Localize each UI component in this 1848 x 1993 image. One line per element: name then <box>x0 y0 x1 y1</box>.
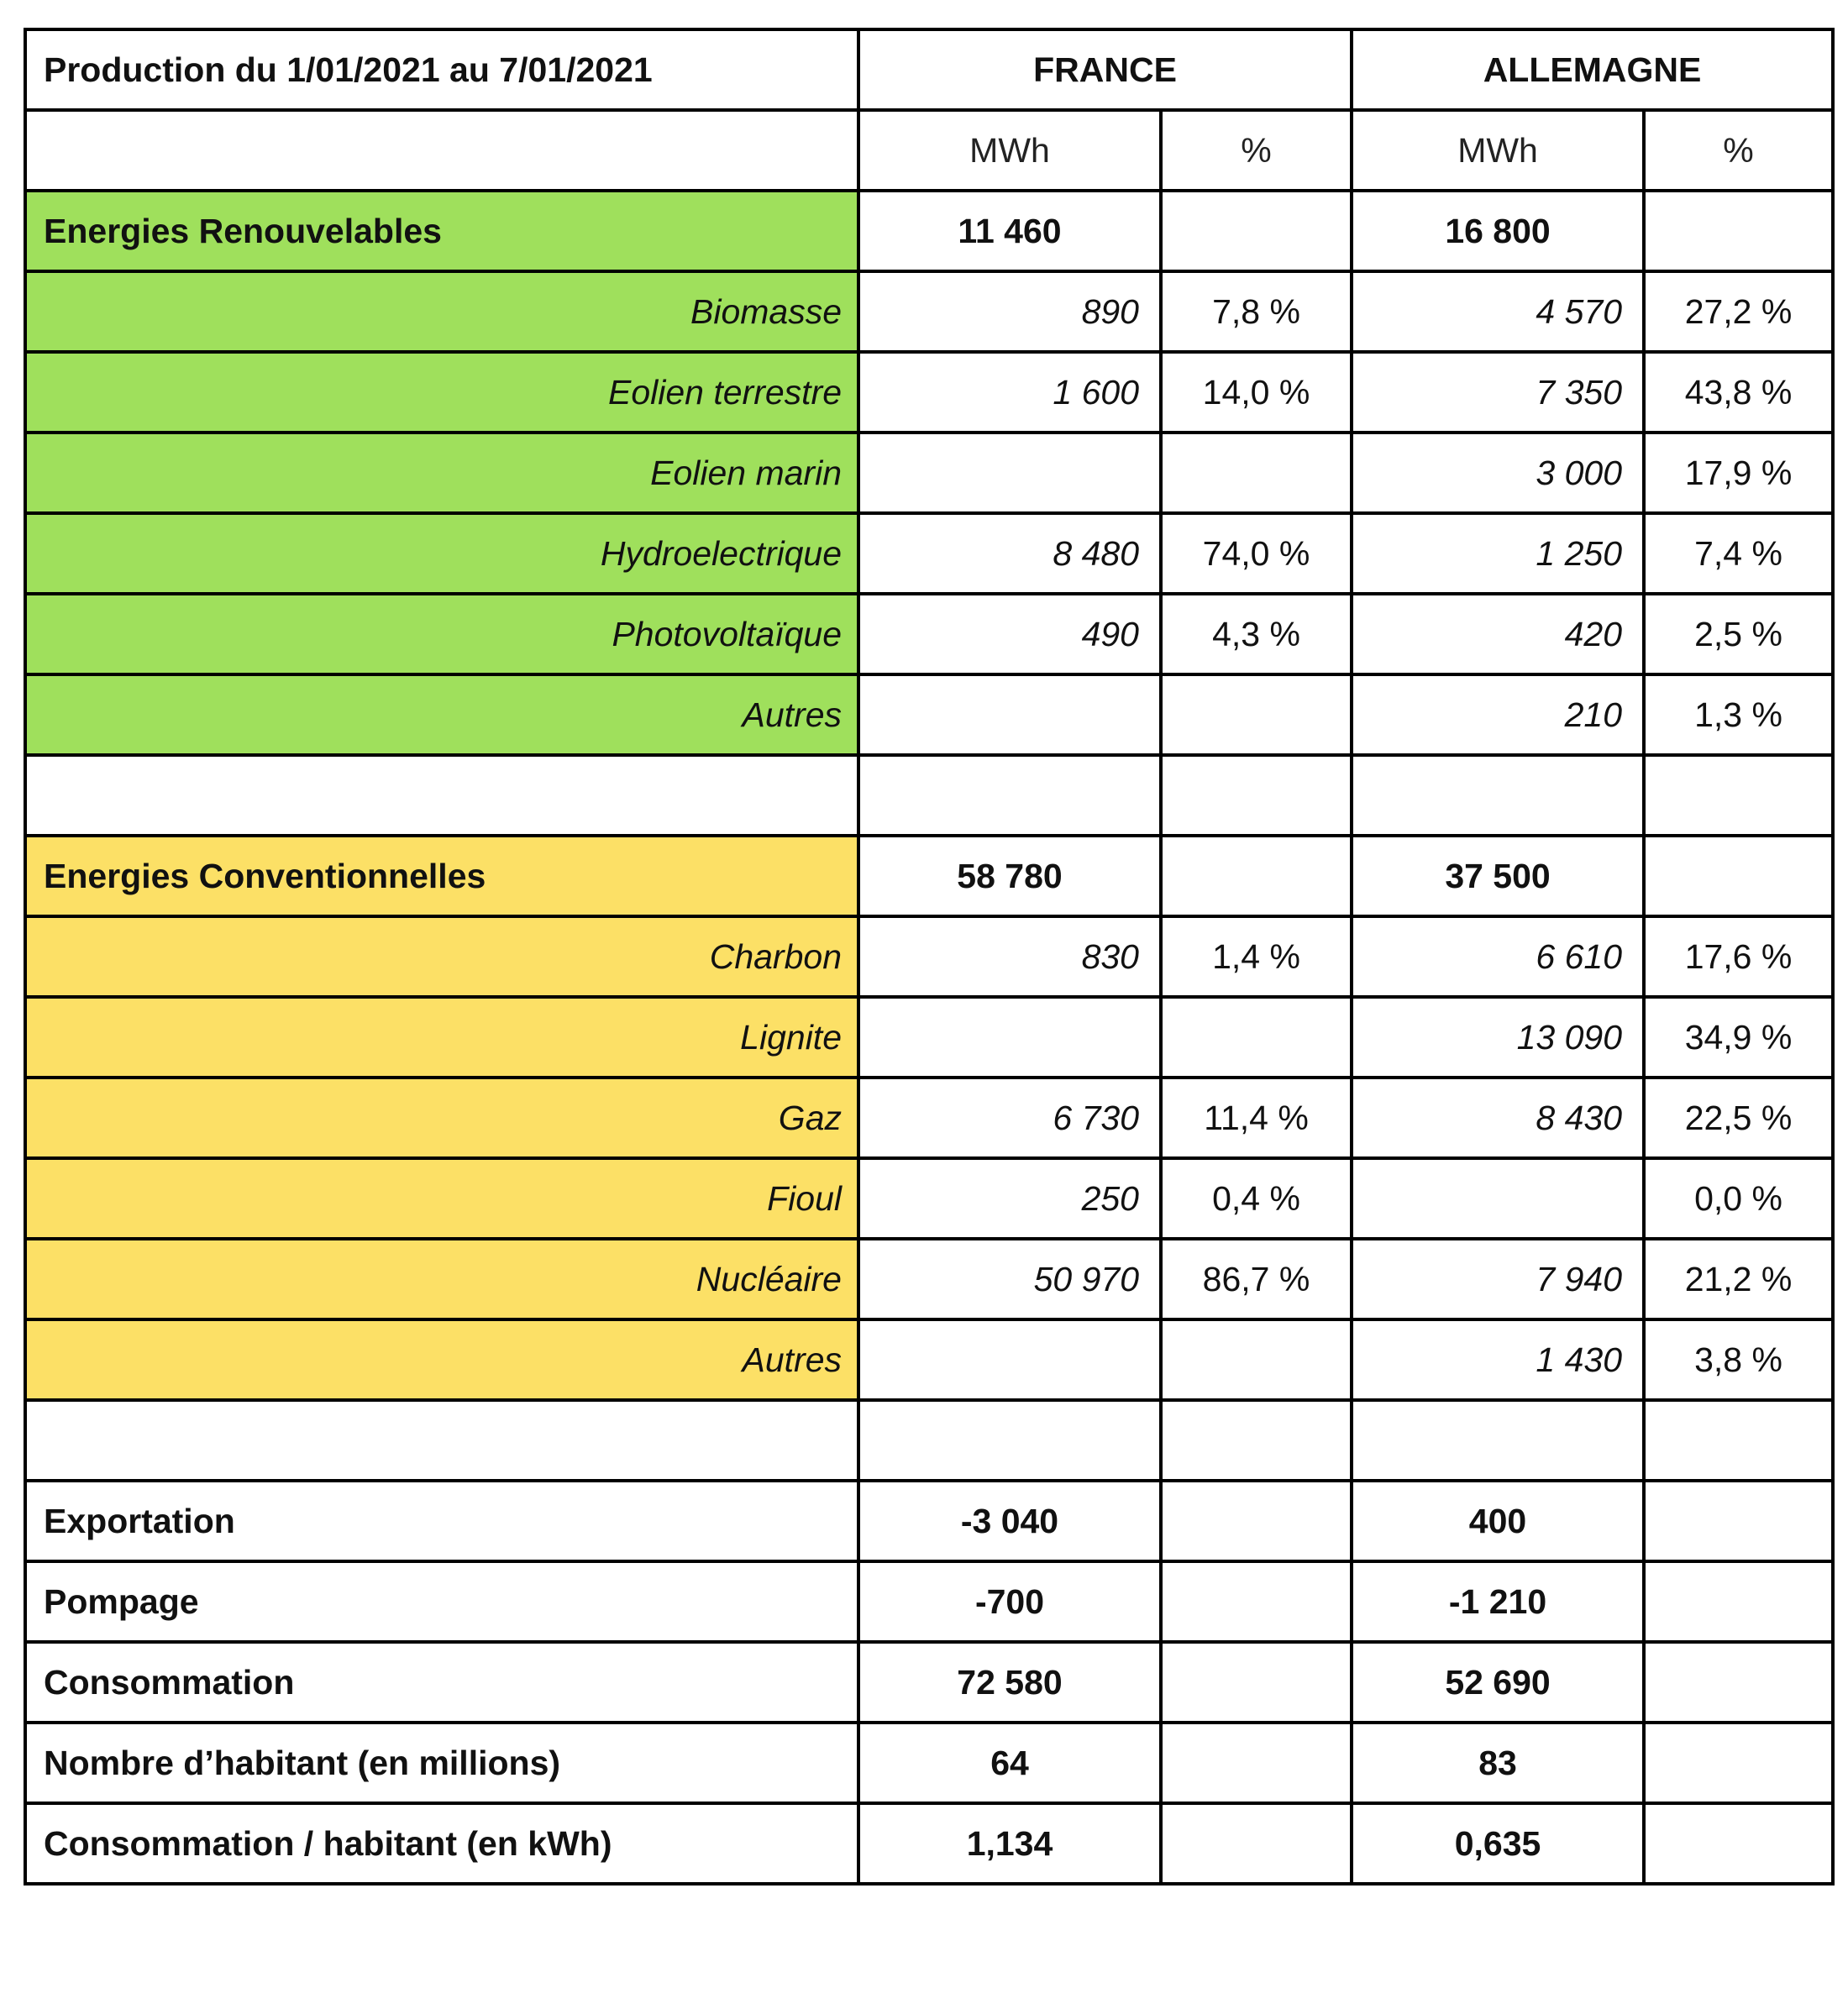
row-label: Eolien terrestre <box>25 352 858 433</box>
france-pct: 4,3 % <box>1161 594 1352 674</box>
table-row <box>25 1158 1833 1239</box>
empty-cell <box>1161 1803 1352 1884</box>
germany-mwh: 6 610 <box>1352 916 1644 997</box>
energy-production-table <box>24 28 1835 1885</box>
germany-mwh: 3 000 <box>1352 433 1644 513</box>
france-mwh: 250 <box>858 1158 1161 1239</box>
empty-cell <box>1352 755 1644 836</box>
total-germany-conventional: 37 500 <box>1352 836 1644 916</box>
france-mwh <box>858 997 1161 1078</box>
empty-cell <box>858 1400 1161 1481</box>
spacer-row <box>25 1400 1833 1481</box>
units-row <box>25 110 1833 191</box>
empty-cell <box>1644 755 1833 836</box>
table-row <box>25 513 1833 594</box>
summary-row <box>25 1481 1833 1561</box>
table-row <box>25 997 1833 1078</box>
section-label-conventional: Energies Conventionnelles <box>25 836 858 916</box>
empty-cell <box>858 755 1161 836</box>
summary-france: -700 <box>858 1561 1161 1642</box>
country-header-france: FRANCE <box>858 29 1352 110</box>
table-row <box>25 1319 1833 1400</box>
germany-mwh: 210 <box>1352 674 1644 755</box>
unit-germany-mwh: MWh <box>1352 110 1644 191</box>
row-label: Hydroelectrique <box>25 513 858 594</box>
row-label: Gaz <box>25 1078 858 1158</box>
unit-france-mwh: MWh <box>858 110 1161 191</box>
row-label: Biomasse <box>25 271 858 352</box>
total-france-conventional: 58 780 <box>858 836 1161 916</box>
france-mwh <box>858 1319 1161 1400</box>
france-pct <box>1161 433 1352 513</box>
table-row <box>25 271 1833 352</box>
france-pct: 74,0 % <box>1161 513 1352 594</box>
germany-pct: 21,2 % <box>1644 1239 1833 1319</box>
empty-cell <box>1644 191 1833 271</box>
summary-row <box>25 1561 1833 1642</box>
germany-pct: 17,9 % <box>1644 433 1833 513</box>
total-france-renewables: 11 460 <box>858 191 1161 271</box>
summary-france: -3 040 <box>858 1481 1161 1561</box>
empty-cell <box>25 110 858 191</box>
france-pct <box>1161 1319 1352 1400</box>
table-title: Production du 1/01/2021 au 7/01/2021 <box>25 29 858 110</box>
france-mwh <box>858 433 1161 513</box>
row-label: Lignite <box>25 997 858 1078</box>
empty-cell <box>1644 1723 1833 1803</box>
unit-france-pct: % <box>1161 110 1352 191</box>
france-mwh: 8 480 <box>858 513 1161 594</box>
empty-cell <box>1161 1723 1352 1803</box>
section-label-renewables: Energies Renouvelables <box>25 191 858 271</box>
empty-cell <box>1161 1481 1352 1561</box>
germany-pct: 27,2 % <box>1644 271 1833 352</box>
empty-cell <box>25 755 858 836</box>
row-label: Fioul <box>25 1158 858 1239</box>
france-mwh: 50 970 <box>858 1239 1161 1319</box>
france-mwh: 1 600 <box>858 352 1161 433</box>
empty-cell <box>1644 1803 1833 1884</box>
header-row <box>25 29 1833 110</box>
germany-pct: 34,9 % <box>1644 997 1833 1078</box>
germany-mwh: 7 940 <box>1352 1239 1644 1319</box>
france-mwh: 490 <box>858 594 1161 674</box>
germany-pct: 0,0 % <box>1644 1158 1833 1239</box>
france-pct: 1,4 % <box>1161 916 1352 997</box>
summary-germany: 400 <box>1352 1481 1644 1561</box>
table-row <box>25 674 1833 755</box>
france-pct: 7,8 % <box>1161 271 1352 352</box>
summary-row <box>25 1642 1833 1723</box>
germany-mwh: 420 <box>1352 594 1644 674</box>
table-row <box>25 1078 1833 1158</box>
empty-cell <box>1644 1561 1833 1642</box>
summary-france: 72 580 <box>858 1642 1161 1723</box>
empty-cell <box>1161 191 1352 271</box>
table-row <box>25 594 1833 674</box>
table-row <box>25 916 1833 997</box>
france-pct <box>1161 997 1352 1078</box>
empty-cell <box>1644 1481 1833 1561</box>
germany-pct: 1,3 % <box>1644 674 1833 755</box>
row-label: Eolien marin <box>25 433 858 513</box>
row-label: Nucléaire <box>25 1239 858 1319</box>
summary-germany: 83 <box>1352 1723 1644 1803</box>
summary-label: Nombre d’habitant (en millions) <box>25 1723 858 1803</box>
france-pct: 11,4 % <box>1161 1078 1352 1158</box>
table-row <box>25 433 1833 513</box>
section-row-renewables <box>25 191 1833 271</box>
france-mwh: 890 <box>858 271 1161 352</box>
germany-mwh <box>1352 1158 1644 1239</box>
row-label: Autres <box>25 674 858 755</box>
summary-germany: -1 210 <box>1352 1561 1644 1642</box>
summary-label: Consommation / habitant (en kWh) <box>25 1803 858 1884</box>
empty-cell <box>1644 836 1833 916</box>
row-label: Charbon <box>25 916 858 997</box>
summary-label: Consommation <box>25 1642 858 1723</box>
table-row <box>25 1239 1833 1319</box>
france-pct: 86,7 % <box>1161 1239 1352 1319</box>
summary-label: Exportation <box>25 1481 858 1561</box>
row-label: Autres <box>25 1319 858 1400</box>
empty-cell <box>25 1400 858 1481</box>
germany-pct: 3,8 % <box>1644 1319 1833 1400</box>
germany-mwh: 7 350 <box>1352 352 1644 433</box>
summary-germany: 52 690 <box>1352 1642 1644 1723</box>
summary-row <box>25 1803 1833 1884</box>
row-label: Photovoltaïque <box>25 594 858 674</box>
summary-france: 1,134 <box>858 1803 1161 1884</box>
summary-label: Pompage <box>25 1561 858 1642</box>
empty-cell <box>1161 1561 1352 1642</box>
germany-mwh: 1 430 <box>1352 1319 1644 1400</box>
germany-pct: 43,8 % <box>1644 352 1833 433</box>
empty-cell <box>1644 1400 1833 1481</box>
germany-mwh: 4 570 <box>1352 271 1644 352</box>
empty-cell <box>1644 1642 1833 1723</box>
section-row-conventional <box>25 836 1833 916</box>
empty-cell <box>1161 836 1352 916</box>
germany-pct: 17,6 % <box>1644 916 1833 997</box>
germany-mwh: 1 250 <box>1352 513 1644 594</box>
table-row <box>25 352 1833 433</box>
empty-cell <box>1352 1400 1644 1481</box>
germany-mwh: 13 090 <box>1352 997 1644 1078</box>
france-pct: 0,4 % <box>1161 1158 1352 1239</box>
summary-germany: 0,635 <box>1352 1803 1644 1884</box>
empty-cell <box>1161 755 1352 836</box>
germany-pct: 22,5 % <box>1644 1078 1833 1158</box>
france-mwh <box>858 674 1161 755</box>
empty-cell <box>1161 1400 1352 1481</box>
empty-cell <box>1161 1642 1352 1723</box>
unit-germany-pct: % <box>1644 110 1833 191</box>
total-germany-renewables: 16 800 <box>1352 191 1644 271</box>
germany-pct: 7,4 % <box>1644 513 1833 594</box>
france-pct <box>1161 674 1352 755</box>
summary-france: 64 <box>858 1723 1161 1803</box>
france-pct: 14,0 % <box>1161 352 1352 433</box>
france-mwh: 6 730 <box>858 1078 1161 1158</box>
france-mwh: 830 <box>858 916 1161 997</box>
germany-pct: 2,5 % <box>1644 594 1833 674</box>
country-header-germany: ALLEMAGNE <box>1352 29 1833 110</box>
summary-row <box>25 1723 1833 1803</box>
germany-mwh: 8 430 <box>1352 1078 1644 1158</box>
spacer-row <box>25 755 1833 836</box>
